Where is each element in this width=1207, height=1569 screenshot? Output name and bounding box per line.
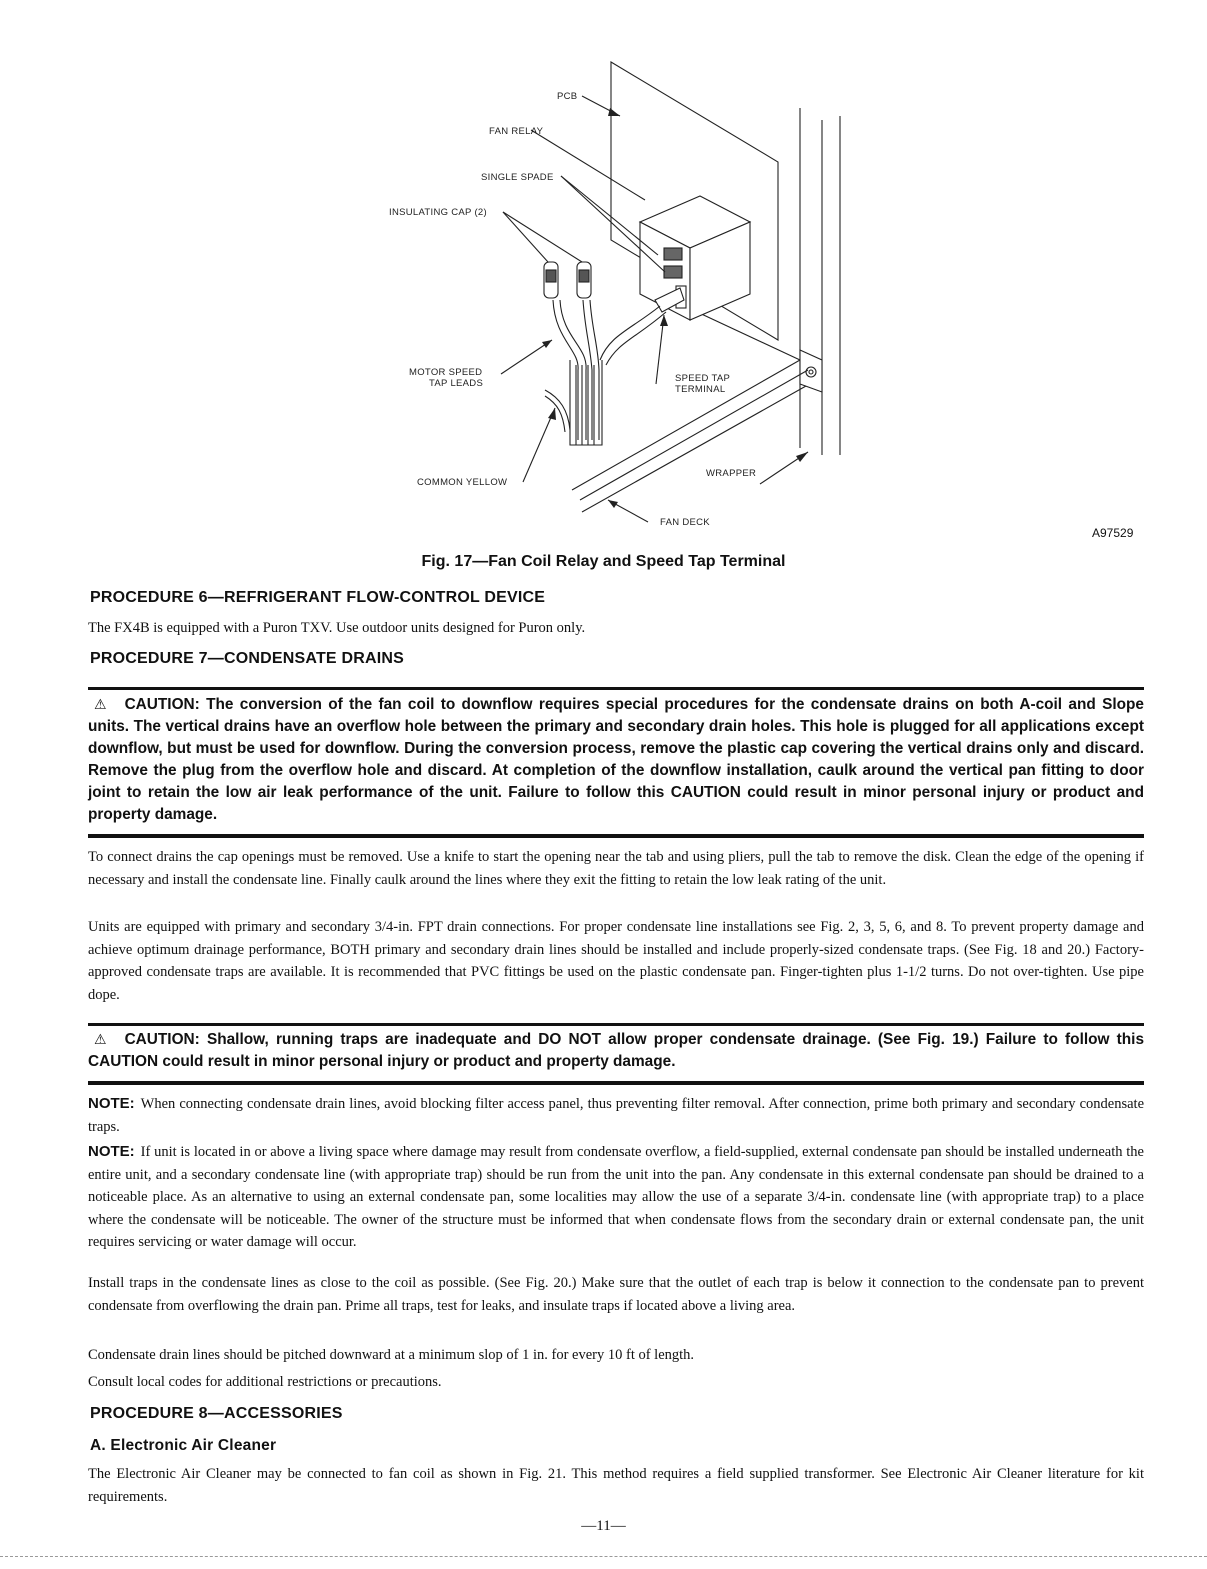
figure-id: A97529	[1092, 526, 1134, 540]
label-fan-relay: FAN RELAY	[489, 126, 544, 137]
note-2-text: If unit is located in or above a living space where damage may result from condensate overflow, a field-supplied, external condensate pan should be installed underneath the entire unit, and a secondary condensate line (with appropriate trap) should be run from the unit into the pan. Any condensate in this external condensate pan should be drained to a noticeable place. As an alternative to using an external condensate pan, some localities may allow the use of a separate 3/4-in. condensate line (with appropriate trap) to a place where the condensate will be noticeable. The owner of the structure must be informed that when condensate flows from the secondary drain or external condensate pan, the unit requires servicing or water damage will occur.	[88, 1144, 1144, 1250]
label-pcb: PCB	[557, 91, 578, 102]
label-speed-tap: SPEED TAP	[675, 373, 731, 384]
label-fan-deck: FAN DECK	[660, 517, 710, 528]
caution-rule-bottom	[88, 1081, 1144, 1085]
mount-bracket	[800, 350, 822, 392]
caution-box-1	[88, 693, 1144, 826]
label-terminal: TERMINAL	[675, 384, 726, 395]
caution-box-2	[88, 1028, 1144, 1073]
note-2	[88, 1141, 1144, 1254]
label-single-spade: SINGLE SPADE	[481, 172, 554, 183]
common-yellow-wire	[545, 390, 570, 430]
fan-coil-relay-diagram	[0, 0, 1207, 560]
note-label: NOTE:	[88, 1095, 135, 1112]
page-number: —11—	[581, 1518, 626, 1534]
note-1	[88, 1093, 1144, 1138]
drain-paragraph-2: Units are equipped with primary and secondary 3/4-in. FPT drain connections. For proper condensate line installations see Fig. 2, 3, 5, 6, and 8. To prevent property damage and achieve optimum drainage performance, BOTH primary and secondary drain lines should be installed and include properly-sized condensate traps. (See Fig. 18 and 20.) Factory-approved condensate traps are available. It is recommended that PVC fittings be used on the plastic condensate pan. Finger-tighten plus 1-1/2 turns. Do not over-tighten. Use pipe dope.	[88, 919, 1144, 1003]
drain-paragraph-5: Consult local codes for additional restrictions or precautions.	[88, 1374, 442, 1390]
warning-triangle-icon: ⚠	[94, 696, 107, 712]
label-tap-leads: TAP LEADS	[429, 378, 484, 389]
procedure-7-heading: PROCEDURE 7—CONDENSATE DRAINS	[90, 650, 404, 667]
procedure-6-text: The FX4B is equipped with a Puron TXV. Use outdoor units designed for Puron only.	[88, 620, 586, 636]
electronic-air-cleaner-heading: A. Electronic Air Cleaner	[90, 1437, 277, 1454]
procedure-6-heading: PROCEDURE 6—REFRIGERANT FLOW-CONTROL DEVICE	[90, 589, 546, 606]
procedure-8-heading: PROCEDURE 8—ACCESSORIES	[90, 1405, 343, 1422]
caution-2-text: CAUTION: Shallow, running traps are inadequate and DO NOT allow proper condensate drainage. (See Fig. 19.) Failure to follow this CAUTION could result in minor personal injury or product and property damage.	[88, 1031, 1144, 1070]
figure-17	[0, 0, 1207, 560]
drain-paragraph-4: Condensate drain lines should be pitched downward at a minimum slop of 1 in. for every 10 ft of length.	[88, 1347, 695, 1363]
caution-1-text: CAUTION: The conversion of the fan coil to downflow requires special procedures for the condensate drains on both A-coil and Slope units. The vertical drains have an overflow hole between the primary and secondary drain holes. This hole is plugged for all applications except downflow, but must be used for downflow. During the conversion process, remove the plastic cap covering the vertical drains only and discard. Remove the plug from the overflow hole and discard. At completion of the downflow installation, caulk around the vertical pan fitting to door joint to retain the low air leak performance of the unit. Failure to follow this CAUTION could result in minor personal injury or product and property damage.	[88, 696, 1144, 823]
label-insulating-cap: INSULATING CAP (2)	[389, 207, 487, 218]
motor-speed-wire	[553, 300, 578, 440]
label-motor-speed: MOTOR SPEED	[409, 367, 483, 378]
label-wrapper: WRAPPER	[706, 468, 757, 479]
figure-caption: Fig. 17—Fan Coil Relay and Speed Tap Terminal	[421, 553, 786, 570]
label-common-yellow: COMMON YELLOW	[417, 477, 508, 488]
note-1-text: When connecting condensate drain lines, avoid blocking filter access panel, thus preventing filter removal. After connection, prime both primary and secondary condensate traps.	[88, 1096, 1144, 1135]
electronic-air-cleaner-text: The Electronic Air Cleaner may be connected to fan coil as shown in Fig. 21. This method requires a field supplied transformer. See Electronic Air Cleaner literature for kit requirements.	[88, 1466, 1144, 1505]
warning-triangle-icon: ⚠	[94, 1031, 107, 1047]
caution-rule-top	[88, 1023, 1144, 1026]
drain-paragraph-1: To connect drains the cap openings must be removed. Use a knife to start the opening near the tab and using pliers, pull the tab to remove the disk. Clean the edge of the opening if necessary and install the condensate line. Finally caulk around the lines where they exit the fitting to retain the low leak rating of the unit.	[88, 849, 1144, 888]
caution-rule-top	[88, 687, 1144, 690]
page-bottom-border	[0, 1556, 1207, 1558]
note-label: NOTE:	[88, 1143, 135, 1160]
caution-rule-bottom	[88, 834, 1144, 838]
drain-paragraph-3: Install traps in the condensate lines as close to the coil as possible. (See Fig. 20.) Make sure that the outlet of each trap is below it connection to the condensate pan to prevent condensate from overflowing the drain pan. Prime all traps, test for leaks, and insulate traps if located above a living area.	[88, 1275, 1144, 1314]
